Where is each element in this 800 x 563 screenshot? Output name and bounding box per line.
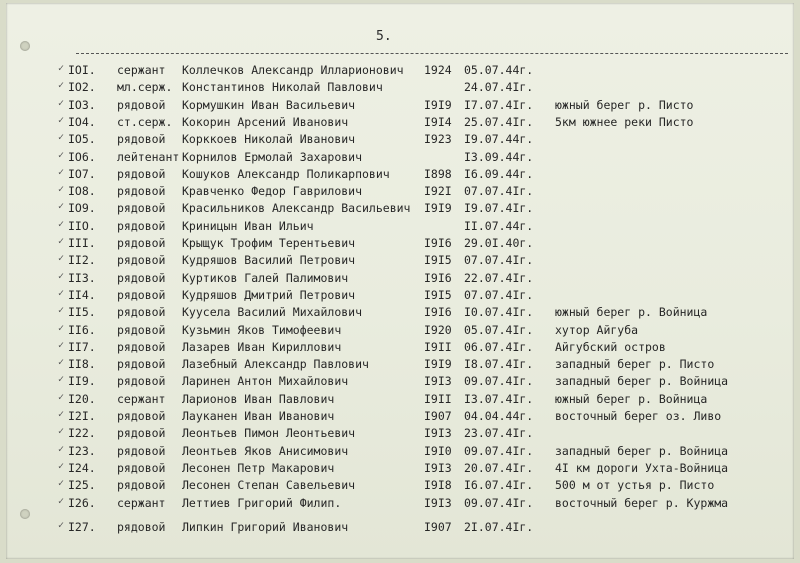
- row-date: 20.07.4Iг.: [464, 460, 534, 475]
- row-place: западный берег р. Писто: [555, 357, 715, 372]
- row-check-mark: ✓: [58, 114, 65, 126]
- row-number: IO7.: [68, 166, 96, 181]
- row-check-mark: ✓: [58, 460, 65, 472]
- row-name: Кормушкин Иван Васильевич: [182, 97, 356, 112]
- row-name: Кудряшов Василий Петрович: [182, 253, 356, 268]
- row-rank: рядовой: [117, 305, 166, 320]
- row-place: западный берег р. Войница: [555, 443, 729, 458]
- row-birth-year: I898: [424, 166, 452, 181]
- row-date: 09.07.4Iг.: [464, 443, 534, 458]
- row-number: II6.: [68, 322, 96, 337]
- row-date: 07.07.4Iг.: [464, 253, 534, 268]
- row-check-mark: ✓: [58, 519, 65, 531]
- row-check-mark: ✓: [58, 443, 65, 455]
- row-number: II2.: [68, 253, 96, 268]
- row-rank: рядовой: [117, 409, 166, 423]
- row-birth-year: I9I3: [424, 495, 452, 510]
- table-row: [6, 340, 794, 357]
- row-place: южный берег р. Писто: [555, 97, 694, 112]
- row-place: западный берег р. Войница: [555, 374, 729, 389]
- row-name: Кудряшов Дмитрий Петрович: [182, 287, 356, 302]
- table-row: [6, 184, 794, 201]
- row-check-mark: ✓: [58, 166, 65, 178]
- row-number: II4.: [68, 287, 96, 302]
- row-number: I23.: [68, 443, 96, 458]
- row-date: 09.07.4Iг.: [464, 495, 534, 510]
- row-check-mark: ✓: [58, 339, 65, 351]
- row-name: Коллечков Александр Илларионович: [182, 63, 404, 77]
- row-birth-year: I9I4: [424, 114, 452, 129]
- row-name: Красильников Александр Васильевич: [182, 201, 411, 216]
- row-name: Константинов Николай Павлович: [182, 80, 383, 95]
- row-check-mark: ✓: [58, 236, 65, 247]
- row-date: 25.07.4Iг.: [464, 114, 534, 129]
- row-date: II.07.44г.: [464, 218, 534, 233]
- page-number: 5.: [376, 29, 392, 44]
- row-check-mark: ✓: [58, 478, 65, 490]
- row-date: 05.07.44г.: [464, 63, 534, 77]
- row-birth-year: I9I3: [424, 460, 452, 475]
- row-date: 22.07.4Iг.: [464, 270, 534, 285]
- row-birth-year: I9I5: [424, 253, 452, 268]
- row-rank: рядовой: [117, 270, 166, 285]
- row-number: IOI.: [68, 63, 96, 77]
- row-rank: мл.серж.: [117, 80, 173, 95]
- row-rank: рядовой: [117, 357, 166, 372]
- row-birth-year: I9I9: [424, 357, 452, 372]
- row-number: I2I.: [68, 409, 96, 423]
- row-date: 07.07.4Iг.: [464, 184, 534, 199]
- row-check-mark: ✓: [58, 391, 65, 403]
- row-number: IO2.: [68, 80, 96, 95]
- row-check-mark: ✓: [58, 287, 65, 299]
- row-name: Леонтьев Яков Анисимович: [182, 443, 349, 458]
- row-check-mark: ✓: [58, 374, 65, 386]
- row-name: Липкин Григорий Иванович: [182, 519, 349, 534]
- row-check-mark: ✓: [58, 218, 65, 230]
- header-rule: [76, 53, 788, 54]
- row-name: Ларинен Антон Михайлович: [182, 374, 349, 389]
- row-number: I25.: [68, 478, 96, 493]
- row-place: 4I км дороги Ухта-Войница: [555, 460, 729, 475]
- row-date: I3.07.4Iг.: [464, 391, 534, 406]
- row-rank: ст.серж.: [117, 114, 173, 129]
- row-check-mark: ✓: [58, 63, 65, 74]
- row-birth-year: I9I8: [424, 478, 452, 493]
- table-row: [6, 201, 794, 218]
- row-name: Криницын Иван Ильич: [182, 218, 314, 233]
- row-birth-year: I907: [424, 519, 452, 534]
- row-number: IO8.: [68, 184, 96, 199]
- table-row: [6, 80, 794, 97]
- row-date: 24.07.4Iг.: [464, 80, 534, 95]
- row-number: II7.: [68, 339, 96, 354]
- table-row: [6, 520, 794, 537]
- table-row: [6, 253, 794, 270]
- row-check-mark: ✓: [58, 426, 65, 438]
- row-name: Ларионов Иван Павлович: [182, 391, 335, 406]
- row-number: II3.: [68, 270, 96, 285]
- row-rank: рядовой: [117, 184, 166, 199]
- row-name: Кошуков Александр Поликарпович: [182, 166, 390, 181]
- punch-hole: [20, 41, 30, 51]
- table-row: [6, 323, 794, 340]
- row-date: I0.07.4Iг.: [464, 305, 534, 320]
- row-rank: сержант: [117, 391, 166, 406]
- row-number: IO6.: [68, 149, 96, 164]
- row-place: южный берег р. Войница: [555, 305, 708, 320]
- row-check-mark: ✓: [58, 305, 65, 317]
- row-rank: рядовой: [117, 519, 166, 534]
- document-page: [6, 3, 794, 559]
- row-date: I3.09.44г.: [464, 149, 534, 164]
- row-name: Корнилов Ермолай Захарович: [182, 149, 363, 164]
- row-birth-year: I9I3: [424, 374, 452, 389]
- table-row: [6, 426, 794, 443]
- row-birth-year: I9I6: [424, 305, 452, 320]
- row-rank: рядовой: [117, 132, 166, 147]
- row-date: 06.07.4Iг.: [464, 339, 534, 354]
- row-name: Крыщук Трофим Терентьевич: [182, 236, 356, 250]
- table-row: [6, 63, 794, 80]
- table-row: [6, 478, 794, 495]
- row-rank: рядовой: [117, 322, 166, 337]
- row-rank: лейтенант: [117, 149, 180, 164]
- table-row: [6, 288, 794, 305]
- row-number: II8.: [68, 357, 96, 372]
- row-number: IO5.: [68, 132, 96, 147]
- row-rank: рядовой: [117, 97, 166, 112]
- table-row: [6, 374, 794, 391]
- row-name: Лазарев Иван Кириллович: [182, 339, 342, 354]
- row-number: IO3.: [68, 97, 96, 112]
- row-date: I6.07.4Iг.: [464, 478, 534, 493]
- table-row: [6, 219, 794, 236]
- table-row: [6, 132, 794, 149]
- row-birth-year: I9I5: [424, 287, 452, 302]
- row-date: I9.07.4Iг.: [464, 201, 534, 216]
- row-number: II5.: [68, 305, 96, 320]
- row-birth-year: I9I6: [424, 270, 452, 285]
- table-row: [6, 98, 794, 115]
- row-rank: рядовой: [117, 374, 166, 389]
- row-rank: рядовой: [117, 236, 166, 250]
- row-number: IO9.: [68, 201, 96, 216]
- row-rank: рядовой: [117, 460, 166, 475]
- row-rank: рядовой: [117, 218, 166, 233]
- row-number: I22.: [68, 426, 96, 441]
- row-number: IIO.: [68, 218, 96, 233]
- row-name: Кравченко Федор Гаврилович: [182, 184, 363, 199]
- row-name: Кузьмин Яков Тимофеевич: [182, 322, 342, 337]
- row-number: I27.: [68, 519, 96, 534]
- table-row: [6, 150, 794, 167]
- row-name: Кокорин Арсений Иванович: [182, 114, 349, 129]
- row-place: 500 м от устья р. Писто: [555, 478, 715, 493]
- row-rank: сержант: [117, 495, 166, 510]
- row-rank: рядовой: [117, 339, 166, 354]
- table-row: [6, 409, 794, 426]
- table-row: [6, 392, 794, 409]
- row-check-mark: ✓: [58, 80, 65, 92]
- row-check-mark: ✓: [58, 184, 65, 196]
- row-date: 29.0I.40г.: [464, 236, 534, 250]
- row-place: южный берег р. Войница: [555, 391, 708, 406]
- row-place: хутор Айгуба: [555, 322, 639, 337]
- row-check-mark: ✓: [58, 409, 65, 420]
- row-date: I9.07.44г.: [464, 132, 534, 147]
- row-rank: рядовой: [117, 201, 166, 216]
- row-birth-year: I92I: [424, 184, 452, 199]
- row-check-mark: ✓: [58, 495, 65, 507]
- row-name: Лауканен Иван Иванович: [182, 409, 335, 423]
- row-rank: сержант: [117, 63, 166, 77]
- row-name: Лазебный Александр Павлович: [182, 357, 369, 372]
- table-row: [6, 115, 794, 132]
- row-check-mark: ✓: [58, 270, 65, 282]
- row-number: I24.: [68, 460, 96, 475]
- row-check-mark: ✓: [58, 97, 65, 109]
- table-row: [6, 271, 794, 288]
- row-check-mark: ✓: [58, 149, 65, 161]
- row-birth-year: I9I9: [424, 97, 452, 112]
- table-row: [6, 305, 794, 322]
- row-rank: рядовой: [117, 287, 166, 302]
- row-birth-year: I9II: [424, 391, 452, 406]
- row-place: восточный берег р. Куржма: [555, 495, 729, 510]
- row-date: 23.07.4Iг.: [464, 426, 534, 441]
- row-birth-year: 1924: [424, 63, 452, 77]
- row-birth-year: I9II: [424, 339, 452, 354]
- row-date: 09.07.4Iг.: [464, 374, 534, 389]
- row-date: I7.07.4Iг.: [464, 97, 534, 112]
- row-birth-year: I923: [424, 132, 452, 147]
- table-row: [6, 167, 794, 184]
- row-rank: рядовой: [117, 478, 166, 493]
- row-name: Куртиков Галей Палимович: [182, 270, 349, 285]
- row-name: Корккоев Николай Иванович: [182, 132, 356, 147]
- row-rank: рядовой: [117, 443, 166, 458]
- row-number: I20.: [68, 391, 96, 406]
- row-rank: рядовой: [117, 426, 166, 441]
- row-date: I6.09.44г.: [464, 166, 534, 181]
- row-date: 07.07.4Iг.: [464, 287, 534, 302]
- row-birth-year: I9I0: [424, 443, 452, 458]
- row-check-mark: ✓: [58, 322, 65, 334]
- row-birth-year: I9I3: [424, 426, 452, 441]
- row-name: Лесонен Петр Макарович: [182, 460, 335, 475]
- row-check-mark: ✓: [58, 253, 65, 265]
- row-birth-year: I907: [424, 409, 452, 423]
- table-row: [6, 357, 794, 374]
- row-check-mark: ✓: [58, 201, 65, 213]
- row-name: Леттиев Григорий Филип.: [182, 495, 342, 510]
- row-number: II9.: [68, 374, 96, 389]
- table-row: [6, 236, 794, 253]
- row-rank: рядовой: [117, 253, 166, 268]
- row-date: 2I.07.4Iг.: [464, 519, 534, 534]
- row-date: I8.07.4Iг.: [464, 357, 534, 372]
- row-place: 5км южнее реки Писто: [555, 114, 694, 129]
- row-name: Куусела Василий Михайлович: [182, 305, 363, 320]
- row-number: I26.: [68, 495, 96, 510]
- row-name: Лесонен Степан Савельевич: [182, 478, 356, 493]
- row-birth-year: I920: [424, 322, 452, 337]
- row-check-mark: ✓: [58, 132, 65, 144]
- table-row: [6, 496, 794, 513]
- table-row: [6, 444, 794, 461]
- row-place: восточный берег оз. Ливо: [555, 409, 722, 423]
- row-date: 04.04.44г.: [464, 409, 534, 423]
- row-number: III.: [68, 236, 96, 250]
- table-row: [6, 461, 794, 478]
- row-number: IO4.: [68, 114, 96, 129]
- row-place: Айгубский остров: [555, 339, 666, 354]
- row-rank: рядовой: [117, 166, 166, 181]
- row-birth-year: I9I6: [424, 236, 452, 250]
- row-date: 05.07.4Iг.: [464, 322, 534, 337]
- row-check-mark: ✓: [58, 357, 65, 369]
- row-birth-year: I9I9: [424, 201, 452, 216]
- row-name: Леонтьев Пимон Леонтьевич: [182, 426, 356, 441]
